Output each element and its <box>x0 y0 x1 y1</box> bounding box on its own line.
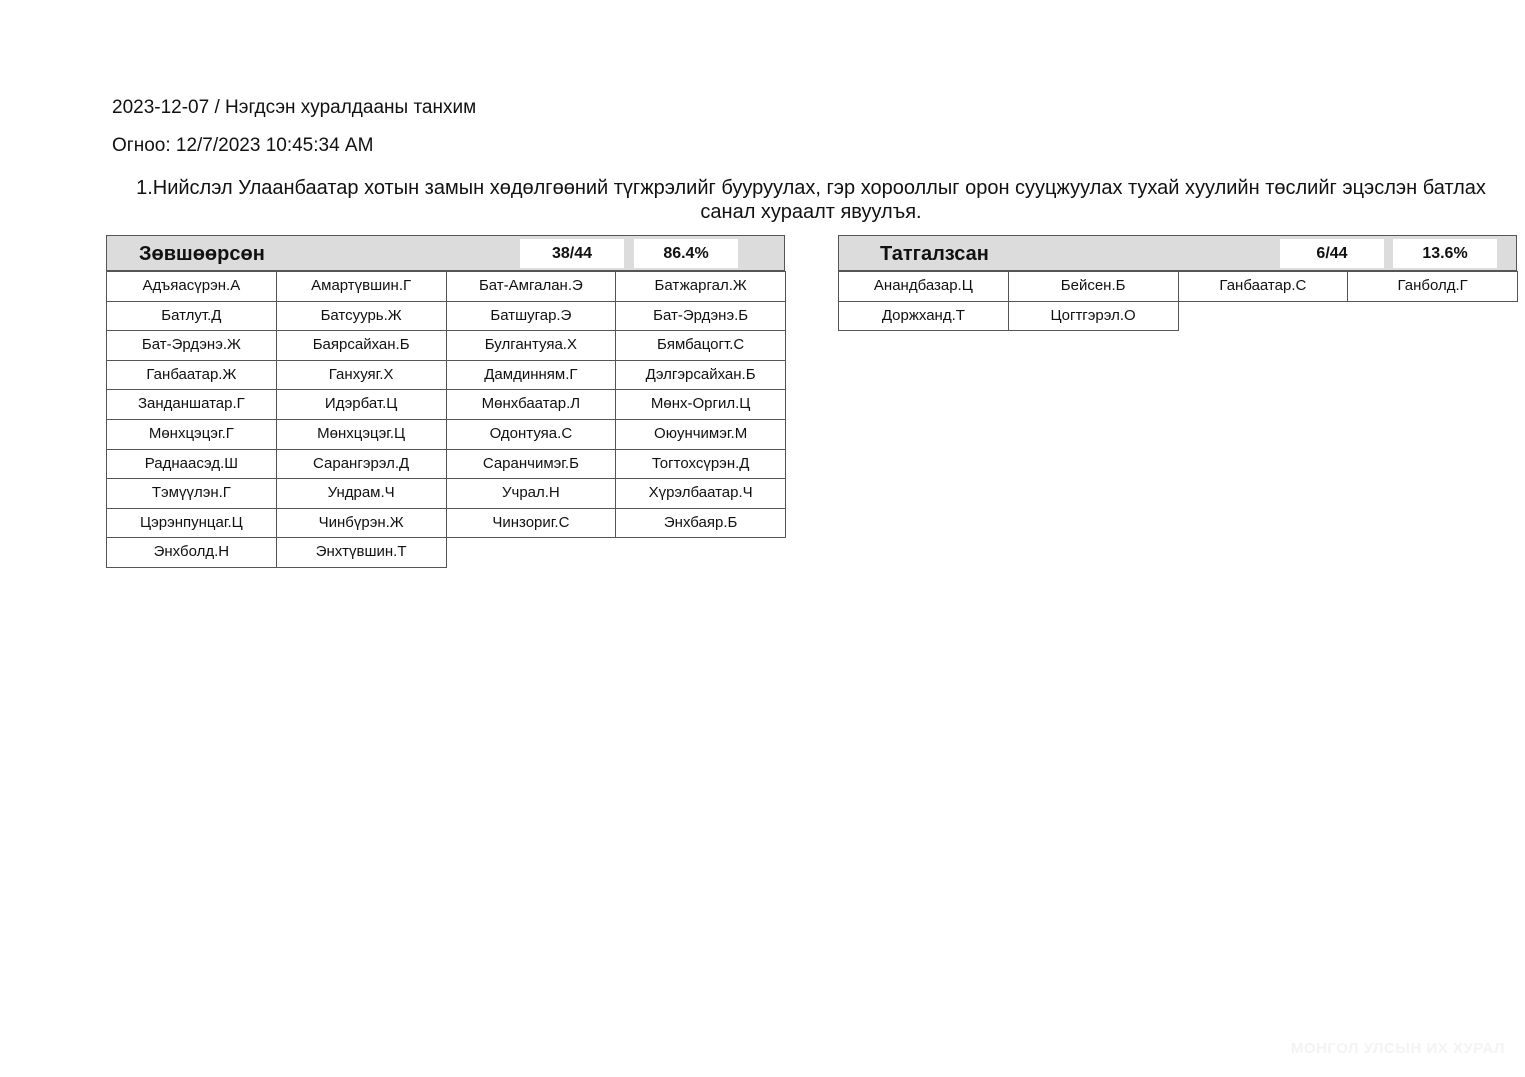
member-cell: Булгантуяа.Х <box>446 330 617 361</box>
member-cell: Раднаасэд.Ш <box>106 449 277 480</box>
member-cell: Батсуурь.Ж <box>276 301 447 332</box>
member-cell: Занданшатар.Г <box>106 389 277 420</box>
member-cell: Мөнх-Оргил.Ц <box>615 389 786 420</box>
member-cell: Тогтохсүрэн.Д <box>615 449 786 480</box>
member-cell: Саранчимэг.Б <box>446 449 617 480</box>
member-cell: Ганхуяг.Х <box>276 360 447 391</box>
rejected-percent: 13.6% <box>1393 239 1497 268</box>
session-line: 2023-12-07 / Нэгдсэн хуралдааны танхим <box>112 97 477 118</box>
member-cell: Хүрэлбаатар.Ч <box>615 478 786 509</box>
member-cell: Амартүвшин.Г <box>276 271 447 302</box>
member-cell: Учрал.Н <box>446 478 617 509</box>
member-cell: Бат-Амгалан.Э <box>446 271 617 302</box>
member-cell: Дэлгэрсайхан.Б <box>615 360 786 391</box>
date-line: Огноо: 12/7/2023 10:45:34 AM <box>112 135 374 156</box>
member-cell: Ундрам.Ч <box>276 478 447 509</box>
member-cell: Анандбазар.Ц <box>838 271 1009 302</box>
member-cell: Батжаргал.Ж <box>615 271 786 302</box>
member-cell: Ганбаатар.С <box>1178 271 1349 302</box>
member-cell: Батлут.Д <box>106 301 277 332</box>
member-cell: Энхбаяр.Б <box>615 508 786 539</box>
member-cell: Мөнхцэцэг.Ц <box>276 419 447 450</box>
member-cell: Энхтүвшин.Т <box>276 537 447 568</box>
approved-header <box>106 235 785 271</box>
approved-count: 38/44 <box>520 239 624 268</box>
member-cell: Бямбацогт.С <box>615 330 786 361</box>
member-cell: Сарангэрэл.Д <box>276 449 447 480</box>
member-cell: Чинбүрэн.Ж <box>276 508 447 539</box>
rejected-title: Татгалзсан <box>880 243 989 265</box>
watermark: МОНГОЛ УЛСЫН ИХ ХУРАЛ <box>1290 1040 1505 1057</box>
member-cell: Бат-Эрдэнэ.Б <box>615 301 786 332</box>
member-cell: Ганбаатар.Ж <box>106 360 277 391</box>
vote-question: 1.Нийслэл Улаанбаатар хотын замын хөдөлгөөний түгжрэлийг бууруулах, гэр хорооллыг орон сууцжуулах тухай хуулийн төслийг эцэслэн батлах санал хураалт явуулъя. <box>136 177 1486 223</box>
member-cell: Мөнхбаатар.Л <box>446 389 617 420</box>
member-cell: Баярсайхан.Б <box>276 330 447 361</box>
member-cell: Оюунчимэг.М <box>615 419 786 450</box>
rejected-panel <box>838 235 1517 330</box>
member-cell: Чинзориг.С <box>446 508 617 539</box>
member-cell: Идэрбат.Ц <box>276 389 447 420</box>
member-cell: Доржханд.Т <box>838 301 1009 332</box>
member-cell: Дамдинням.Г <box>446 360 617 391</box>
rejected-member-grid <box>838 271 1517 330</box>
member-cell: Бат-Эрдэнэ.Ж <box>106 330 277 361</box>
member-cell: Цэрэнпунцаг.Ц <box>106 508 277 539</box>
member-cell: Одонтуяа.С <box>446 419 617 450</box>
approved-panel <box>106 235 785 567</box>
approved-title: Зөвшөөрсөн <box>139 243 265 265</box>
member-cell: Мөнхцэцэг.Г <box>106 419 277 450</box>
rejected-count: 6/44 <box>1280 239 1384 268</box>
member-cell: Ганболд.Г <box>1347 271 1518 302</box>
member-cell: Батшугар.Э <box>446 301 617 332</box>
rejected-header <box>838 235 1517 271</box>
member-cell: Тэмүүлэн.Г <box>106 478 277 509</box>
approved-percent: 86.4% <box>634 239 738 268</box>
member-cell: Бейсен.Б <box>1008 271 1179 302</box>
member-cell: Адъяасүрэн.А <box>106 271 277 302</box>
approved-member-grid <box>106 271 785 567</box>
member-cell: Энхболд.Н <box>106 537 277 568</box>
member-cell: Цогтгэрэл.О <box>1008 301 1179 332</box>
